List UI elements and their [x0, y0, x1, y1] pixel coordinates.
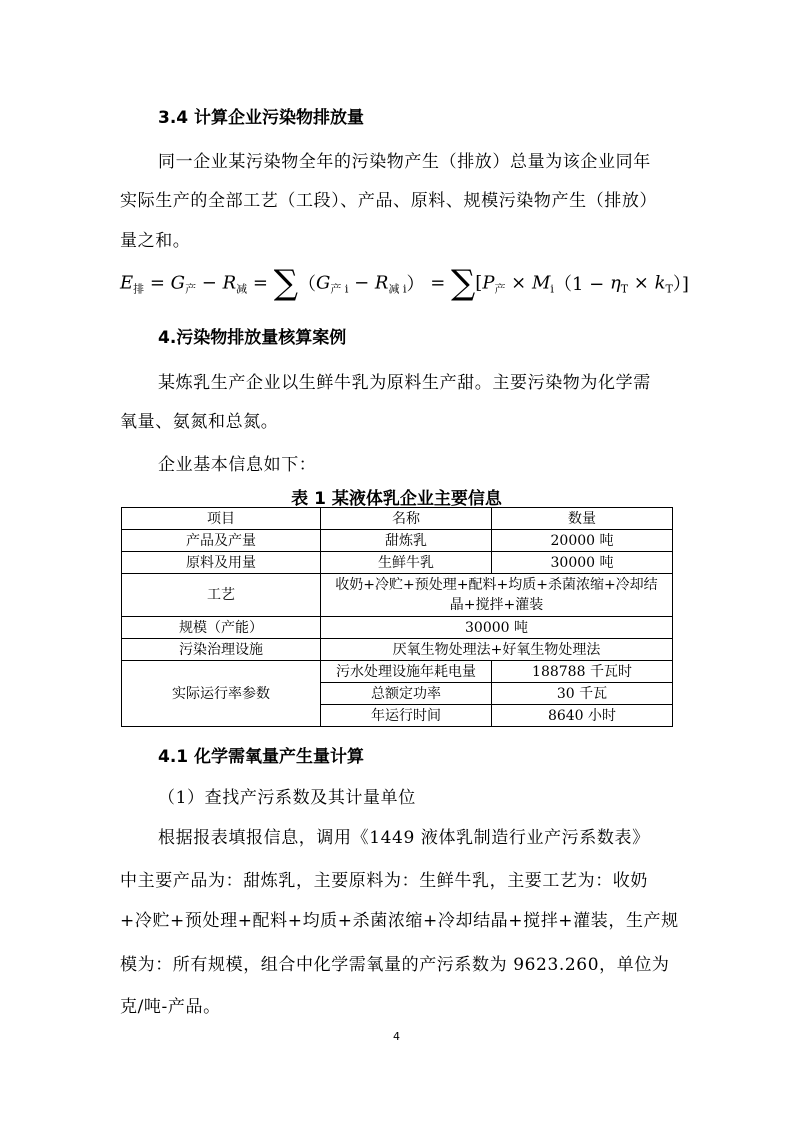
formula-R-sub-i: 减 i	[388, 282, 407, 296]
paragraph-intro: 企业基本信息如下：	[158, 455, 317, 475]
formula-R: R	[222, 272, 237, 294]
table-cell: 年运行时间	[321, 705, 492, 727]
table-header-row	[122, 508, 673, 530]
paragraph-line: 克/吨-产品。	[120, 997, 221, 1017]
formula-E: E	[120, 272, 134, 294]
formula-G-sub-i: 产 i	[330, 282, 349, 296]
formula-P-sub: 产	[494, 282, 506, 296]
formula-R: R	[374, 272, 389, 294]
formula-eta-sub: T	[620, 282, 629, 296]
table-cell: 厌氧生物处理法+好氧生物处理法	[321, 639, 673, 661]
table-cell: 20000 吨	[492, 530, 673, 552]
sum-symbol-icon: ∑	[273, 263, 298, 303]
paragraph-line: 某炼乳生产企业以生鲜牛乳为原料生产甜。主要污染物为化学需	[158, 373, 651, 393]
section-heading-4-1: 4.1 化学需氧量产生量计算	[158, 747, 365, 767]
table-cell: 实际运行率参数	[122, 661, 321, 727]
paragraph-line: 中主要产品为：甜炼乳，主要原料为：生鲜牛乳，主要工艺为：收奶	[120, 871, 648, 891]
table-cell: 污水处理设施年耗电量	[321, 661, 492, 683]
table-cell: 规模（产能）	[122, 617, 321, 639]
emission-formula: $E_排 = G_产 - R_减 = \sum(G_{产 i} - R_{减 i}) = \sum[P_产 \times M_i(1 - \eta_T \times k_T)]$	[120, 263, 689, 303]
table-cell: 原料及用量	[122, 552, 321, 574]
formula-M-sub: i	[550, 282, 554, 296]
process-line: 收奶+冷贮+预处理+配料+均质+杀菌浓缩+冷却结	[335, 577, 658, 593]
paragraph-line: 同一企业某污染物全年的污染物产生（排放）总量为该企业同年	[158, 152, 651, 172]
table-cell: 30000 吨	[321, 617, 673, 639]
table-cell: 30 千瓦	[492, 683, 673, 705]
paragraph-line: +冷贮+预处理+配料+均质+杀菌浓缩+冷却结晶+搅拌+灌装，生产规	[120, 911, 679, 931]
table-header-cell: 项目	[122, 508, 321, 530]
formula-G-sub: 产	[185, 282, 197, 296]
table-row	[122, 639, 673, 661]
table-cell: 甜炼乳	[321, 530, 492, 552]
table-row	[122, 552, 673, 574]
enterprise-info-table	[121, 507, 673, 727]
step-line: （1）查找产污系数及其计量单位	[158, 788, 416, 808]
section-heading-4: 4.污染物排放量核算案例	[158, 328, 347, 348]
paragraph-line: 氧量、氨氮和总氮。	[120, 412, 279, 432]
table-header-cell: 数量	[492, 508, 673, 530]
table-cell: 188788 千瓦时	[492, 661, 673, 683]
table-row	[122, 530, 673, 552]
table-cell-process	[321, 574, 673, 617]
section-heading-3-4: 3.4 计算企业污染物排放量	[158, 108, 365, 128]
table-cell: 8640 小时	[492, 705, 673, 727]
table-cell: 生鲜牛乳	[321, 552, 492, 574]
table-cell: 工艺	[122, 574, 321, 617]
sum-symbol-icon: ∑	[451, 263, 476, 303]
formula-R-sub: 减	[236, 282, 248, 296]
table-row	[122, 617, 673, 639]
table-header-cell: 名称	[321, 508, 492, 530]
table-cell: 污染治理设施	[122, 639, 321, 661]
table-caption: 表 1 某液体乳企业主要信息	[291, 489, 502, 509]
process-line: 晶+搅拌+灌装	[449, 597, 544, 613]
formula-P: P	[482, 272, 495, 294]
table-cell: 总额定功率	[321, 683, 492, 705]
table-cell: 产品及产量	[122, 530, 321, 552]
paragraph-line: 根据报表填报信息，调用《1449 液体乳制造行业产污系数表》	[158, 828, 650, 848]
formula-G: G	[170, 272, 186, 294]
paragraph-line: 模为：所有规模，组合中化学需氧量的产污系数为 9623.260，单位为	[120, 955, 670, 975]
table-cell: 30000 吨	[492, 552, 673, 574]
table-row	[122, 574, 673, 617]
formula-close-paren: ）	[406, 274, 425, 295]
paragraph-line: 量之和。	[120, 231, 191, 251]
formula-M: M	[531, 272, 551, 294]
formula-open-paren: （	[297, 274, 316, 295]
table-row	[122, 661, 673, 683]
formula-E-sub: 排	[133, 282, 145, 296]
formula-G: G	[315, 272, 331, 294]
formula-k-sub: T	[665, 282, 673, 296]
page-number: 4	[393, 1030, 400, 1043]
paragraph-line: 实际生产的全部工艺（工段）、产品、原料、规模污染物产生（排放）	[120, 191, 658, 211]
